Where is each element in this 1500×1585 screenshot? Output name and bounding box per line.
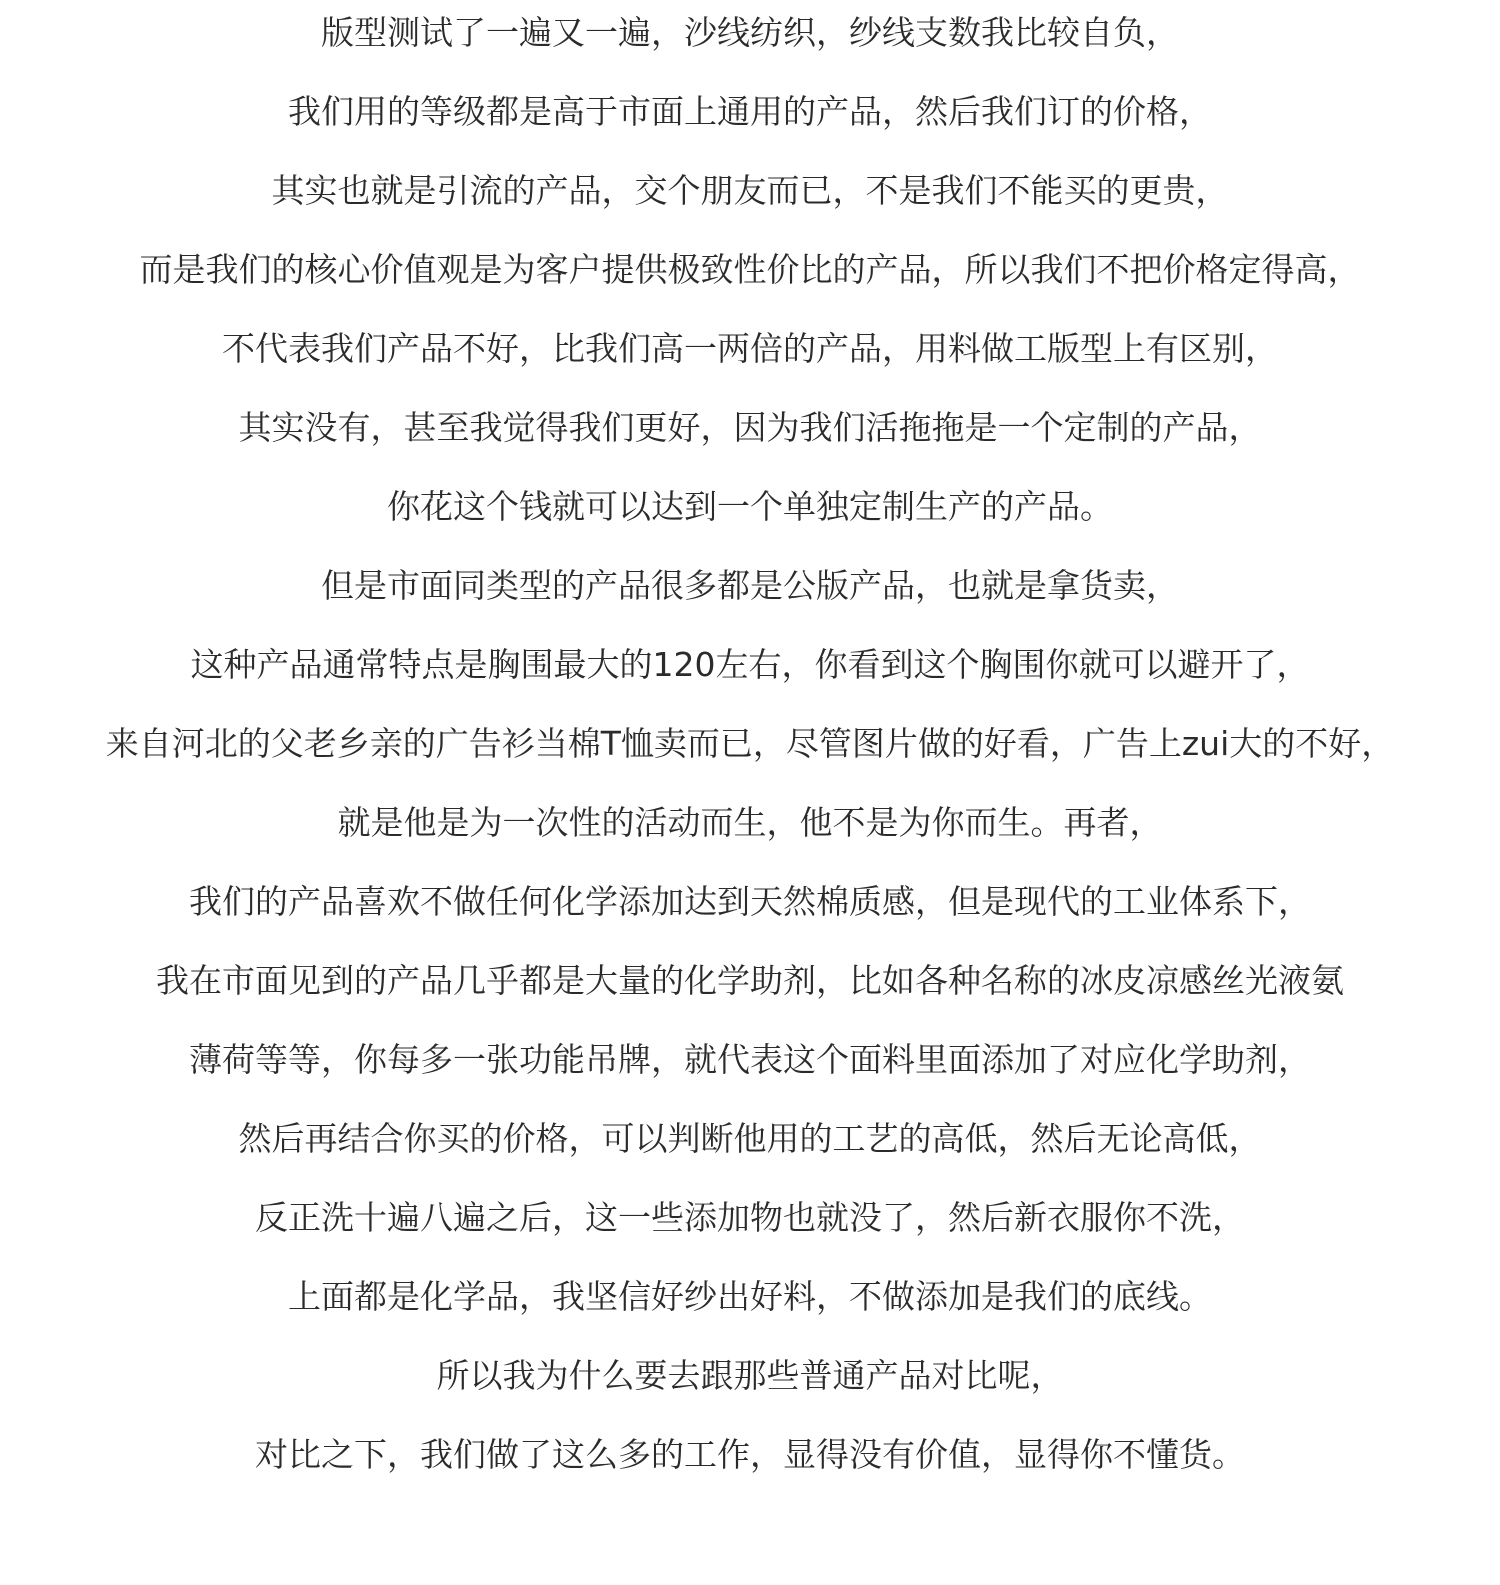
text-line: 这种产品通常特点是胸围最大的120左右，你看到这个胸围你就可以避开了， <box>190 645 1310 684</box>
text-line: 对比之下，我们做了这么多的工作，显得没有价值，显得你不懂货。 <box>255 1435 1245 1474</box>
text-line: 我在市面见到的产品几乎都是大量的化学助剂，比如各种名称的冰皮凉感丝光液氨 <box>156 961 1344 1000</box>
text-line: 我们用的等级都是高于市面上通用的产品，然后我们订的价格， <box>288 92 1212 131</box>
text-line: 就是他是为一次性的活动而生，他不是为你而生。再者， <box>337 803 1163 842</box>
text-line: 版型测试了一遍又一遍，沙线纺织，纱线支数我比较自负， <box>321 13 1179 52</box>
text-line: 其实没有，甚至我觉得我们更好，因为我们活拖拖是一个定制的产品， <box>238 408 1262 447</box>
text-line: 反正洗十遍八遍之后，这一些添加物也就没了，然后新衣服你不洗， <box>255 1198 1245 1237</box>
text-line: 但是市面同类型的产品很多都是公版产品，也就是拿货卖， <box>321 566 1179 605</box>
text-line: 我们的产品喜欢不做任何化学添加达到天然棉质感，但是现代的工业体系下， <box>189 882 1311 921</box>
text-line: 而是我们的核心价值观是为客户提供极致性价比的产品，所以我们不把价格定得高， <box>139 250 1361 289</box>
text-line: 你花这个钱就可以达到一个单独定制生产的产品。 <box>387 487 1113 526</box>
text-line: 来自河北的父老乡亲的广告衫当棉T恤卖而已，尽管图片做的好看，广告上zui大的不好， <box>105 724 1395 763</box>
text-line: 其实也就是引流的产品，交个朋友而已，不是我们不能买的更贵， <box>271 171 1229 210</box>
text-line: 薄荷等等，你每多一张功能吊牌，就代表这个面料里面添加了对应化学助剂， <box>189 1040 1311 1079</box>
text-line: 所以我为什么要去跟那些普通产品对比呢， <box>436 1356 1064 1395</box>
text-line: 上面都是化学品，我坚信好纱出好料，不做添加是我们的底线。 <box>288 1277 1212 1316</box>
text-line: 不代表我们产品不好，比我们高一两倍的产品，用料做工版型上有区别， <box>222 329 1278 368</box>
text-line: 然后再结合你买的价格，可以判断他用的工艺的高低，然后无论高低， <box>238 1119 1262 1158</box>
